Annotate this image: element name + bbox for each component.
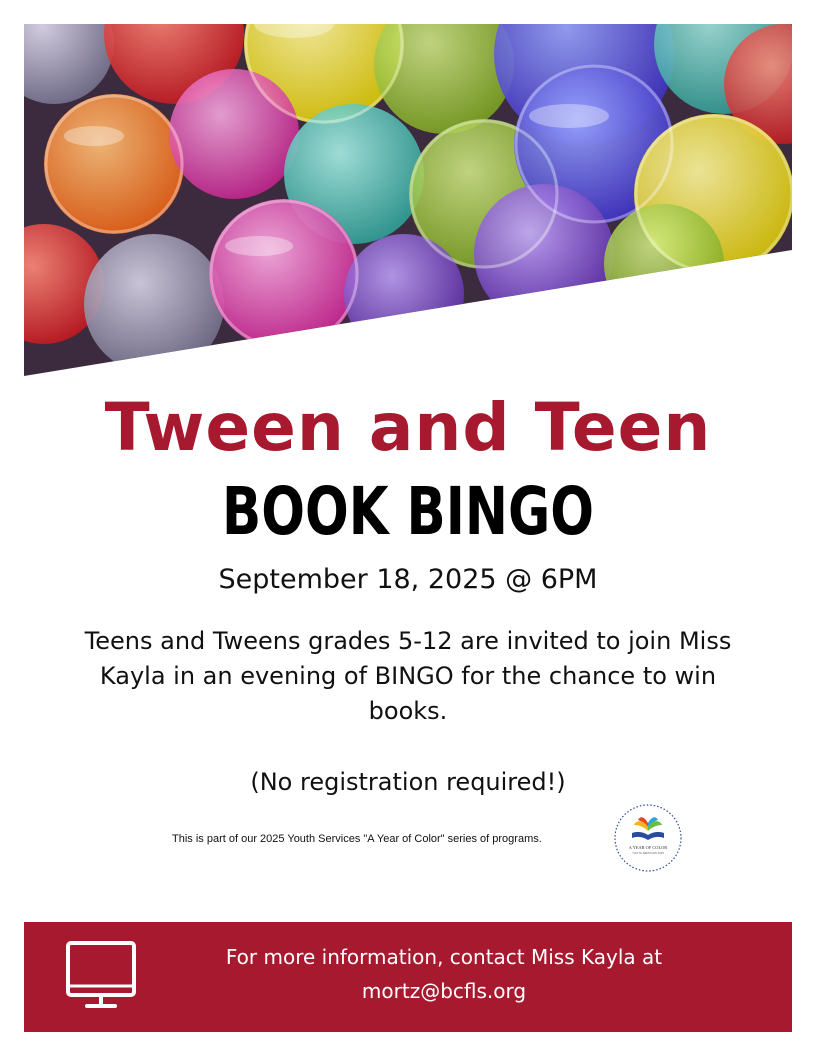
hero-image bbox=[24, 24, 792, 376]
contact-text bbox=[174, 940, 714, 1008]
event-description: Teens and Tweens grades 5-12 are invited to join Miss Kayla in an evening of BINGO for the chance to win books. bbox=[84, 627, 732, 725]
registration-note: (No registration required!) bbox=[250, 768, 566, 796]
logo-text: A YEAR OF COLOR bbox=[628, 845, 668, 850]
logo-subtext: YOUTH SERVICES 2025 bbox=[632, 851, 664, 855]
monitor-icon bbox=[65, 940, 137, 1010]
title-line-1: Tween and Teen bbox=[104, 389, 712, 466]
contact-footer bbox=[24, 922, 792, 1032]
title-line-2: BOOK BINGO bbox=[221, 473, 595, 550]
event-date: September 18, 2025 @ 6PM bbox=[218, 564, 598, 595]
series-note: This is part of our 2025 Youth Services "A Year of Color" series of programs. bbox=[172, 833, 542, 845]
year-of-color-logo bbox=[613, 803, 683, 873]
bingo-chips-image bbox=[24, 24, 792, 376]
contact-email-link[interactable]: mortz@bcfls.org bbox=[361, 979, 527, 1003]
contact-line: For more information, contact Miss Kayla at bbox=[225, 945, 663, 969]
